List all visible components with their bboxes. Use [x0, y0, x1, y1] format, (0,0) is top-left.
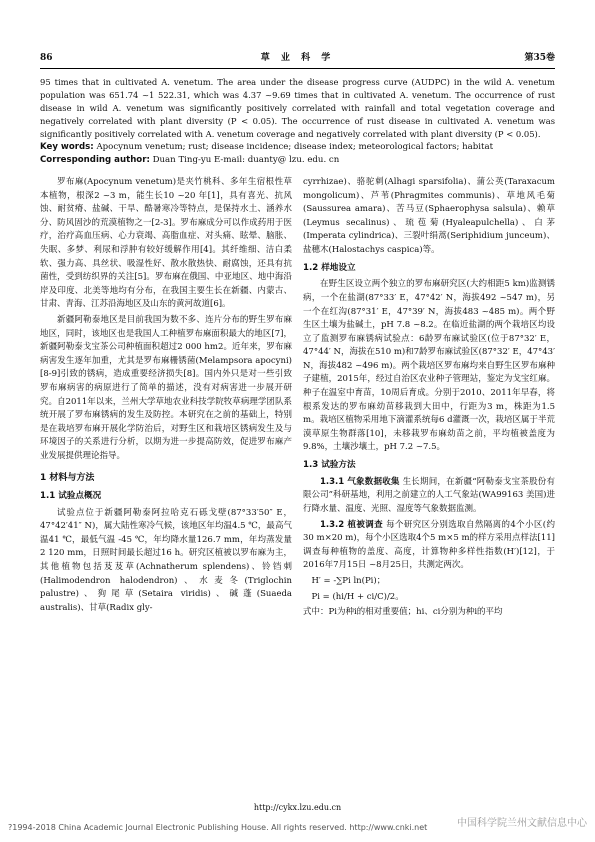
- section-heading-1: 1 材料与方法: [40, 473, 95, 484]
- vegetation-paragraph: [303, 519, 555, 573]
- weather-paragraph: [303, 476, 555, 517]
- formula-note: 式中：Pi为种i的相对重要值；hi、ci分别为种i的平均: [303, 607, 503, 618]
- section-heading-1-2: 1.2 样地设立: [303, 262, 356, 273]
- author-text: Duan Ting-yu E-mail: duanty@ lzu. edu. cn: [152, 155, 340, 166]
- left-column: [40, 176, 292, 617]
- formula-importance: Pi = (hi/H + ci/C)/2。: [311, 591, 404, 602]
- plot-paragraph: 在野生区设立两个独立的罗布麻研究区(大约相距5 km)监测锈病，一个在盐湖(87°33′ E，47°42′ N，海拔492 ~547 m)，另一个在红沟(87°31′ E，47°39′ N，海拔483 ~485 m)。两个野生区土壤为盐碱土，pH 7.8 ~8.2。在临近盐湖的两个栽培区均设立了监测罗布麻锈病试验点：6龄罗布麻试验区(位于87°32′ E，47°44′ N，海拔在510 m)和7龄罗布麻试验区(87°32′ E，47°43′ N，海拔482 ~496 m)。两个栽培区罗布麻均来自野生区罗布麻种子建植，2015年，经过自治区农业种子管理站，鉴定为戈宝红麻。种子在温室中育苗，10周后育成。分别于2010、2011年早春，将根系发达的罗布麻幼苗移栽到大田中，行距为3 m，株距为1.5 m。栽培区植物采用地下滴灌系统每6 d灌溉一次，栽培区属于半荒漠草原生物群落[10]，未移栽罗布麻幼苗之前，平均植被盖度为9.8%，土壤沙壤土，pH 7.2 ~7.5。: [303, 279, 556, 453]
- volume-label: 第35卷: [524, 53, 555, 63]
- page-number: 86: [40, 53, 53, 63]
- site-paragraph-continued: cyrrhizae)、骆驼刺(Alhagi sparsifolia)、蒲公英(Taraxacum mongolicum)、芦苇(Phragmites communis)、草地风毛菊(Saussurea amara)、苦马豆(Sphaerophysa salsula)、赖草(Leymus secalinus)、琉苞菊(Hyaleapulchella)、白茅(Imperata cylindrica)、三裂叶绢蒿(Seriphidium junceum)、盐穗木(Halostachys caspica)等。: [303, 177, 555, 255]
- site-paragraph: 试验点位于新疆阿勒泰阿拉哈克石砾戈壁(87°33′50″ E，47°42′41″ N)，属大陆性寒冷气候，该地区年均温4.5 ℃，最高气温41 ℃，最低气温 -45 ℃，年均降水量126.7 mm，年均蒸发量2 120 mm，日照时间最长超过16 h。研究区植被以罗布麻为主，其他植物包括芨芨草(Achnatherum splendens)、铃铛刺(Halimodendron halodendron)、水麦冬(Triglochin palustre)、狗尾草(Setaira viridis)、碱蓬(Suaeda australis)、甘草(Radix gly-: [40, 507, 292, 613]
- weather-text: 生长期间，在新疆“阿勒泰戈宝茶股份有限公司”科研基地，利用之前建立的人工气象站(WA99163 美国)进行降水量、温度、光照、湿度等气象数据监测。: [303, 476, 555, 514]
- page-footer: [8, 818, 587, 834]
- keywords-line: [40, 141, 555, 154]
- english-abstract: [40, 76, 555, 168]
- formula-diversity: H′ = -∑Pi ln(Pi)；: [311, 575, 386, 586]
- keywords-label: Key words:: [40, 142, 94, 153]
- section-heading-1-1: 1.1 试验点概况: [40, 490, 102, 501]
- section-heading-1-3-2: 1.3.2 植被调查: [320, 519, 384, 530]
- running-header: [40, 52, 555, 66]
- intro-paragraph-2: 新疆阿勒泰地区是目前我国为数不多、连片分布的野生罗布麻地区，同时，该地区也是我国人工种植罗布麻面积最大的地区[7]，新疆阿勒泰戈宝茶公司种植面积超过2 000 hm2。近年来，罗布麻病害发生逐年加重，尤其是罗布麻栅锈菌(Melampsora apocyni)[8-9]引致的锈病，造成重要经济损失[8]。国内外只是对一些引致罗布麻病害的病原进行了简单的描述，没有对病害进一步展开研究。自2011年以来，兰州大学草地农业科技学院牧草病理学团队系统开展了罗布麻锈病的发生及防控。本研究在之前的基础上，特别是在栽培罗布麻开展化学防治后，对野生区和栽培区锈病发生及与环境因子的关系进行分析，以期为进一步提高防效，促进罗布麻产业发展提供理论指导。: [40, 314, 292, 461]
- section-heading-1-3: 1.3 试验方法: [303, 460, 356, 471]
- copyright-text: ?1994-2018 China Academic Journal Electronic Publishing House. All rights reserved. http://www.cnki.net: [8, 823, 428, 832]
- watermark: 中国科学院兰州文献信息中心: [457, 818, 587, 829]
- author-label: Corresponding author:: [40, 155, 150, 166]
- right-column: [303, 176, 555, 622]
- header-rule: [40, 68, 555, 69]
- abstract-text: 95 times that in cultivated A. venetum. The area under the disease progress curve (AUDPC) in the wild A. venetum population was 651.74 ~1 522.31, which was 4.37 ~9.69 times that in cultivated A. venetum. The occurrence of rust disease in wild A. venetum was significantly positively correlated with rainfall and total vegetation coverage and negatively correlated with plant diversity (P < 0.05). The occurrence of rust disease in cultivated A. venetum was significantly positively correlated with A. venetum coverage and negatively correlated with plant diversity (P < 0.05).: [40, 77, 555, 140]
- keywords-text: Apocynum venetum; rust; disease incidence; disease index; meteorological factors; habitat: [96, 142, 494, 153]
- author-line: [40, 154, 555, 167]
- vegetation-text: 每个研究区分别选取自然隔离的4个小区(约30 m×20 m)，每个小区选取4个5 m×5 m的样方采用点样法[11]调查每种植物的盖度、高度，计算物种多样性指数(H′)[12]，于2016年7月15日 ~8月25日，共测定两次。: [303, 519, 555, 571]
- journal-url: http://cykx.lzu.edu.cn: [253, 803, 342, 812]
- section-heading-1-3-1: 1.3.1 气象数据收集: [320, 476, 400, 487]
- intro-paragraph-1: 罗布麻(Apocynum venetum)是夹竹桃科、多年生宿根性草本植物，根深2 ~3 m，能生长10 ~20 年[1]，具有喜光、抗风蚀、耐贫瘠、盐碱、干旱、酷暑寒冷等特点，是保持水土、涵养水分、防风固沙的荒漠植物之一[2-3]。罗布麻成分可以作成药用于医疗，治疗高血压病、心力衰竭、高脂血症、对头痛、眩晕、脑胀、失眠、多梦、利尿和浮肿有较好缓解作用[4]。其纤维细、洁白柔软、强力高、具丝状、吸湿性好、散水散热快、耐腐蚀，还具有抗菌性，受到纺织界的关注[5]。罗布麻在俄国、中亚地区、地中海沿岸及印度、北美等地均有分布，在我国主要生长在新疆、内蒙古、甘肃、青海、江苏沿海地区及山东的黄河故道[6]。: [40, 177, 292, 310]
- journal-title: 草 业 科 学: [260, 53, 335, 63]
